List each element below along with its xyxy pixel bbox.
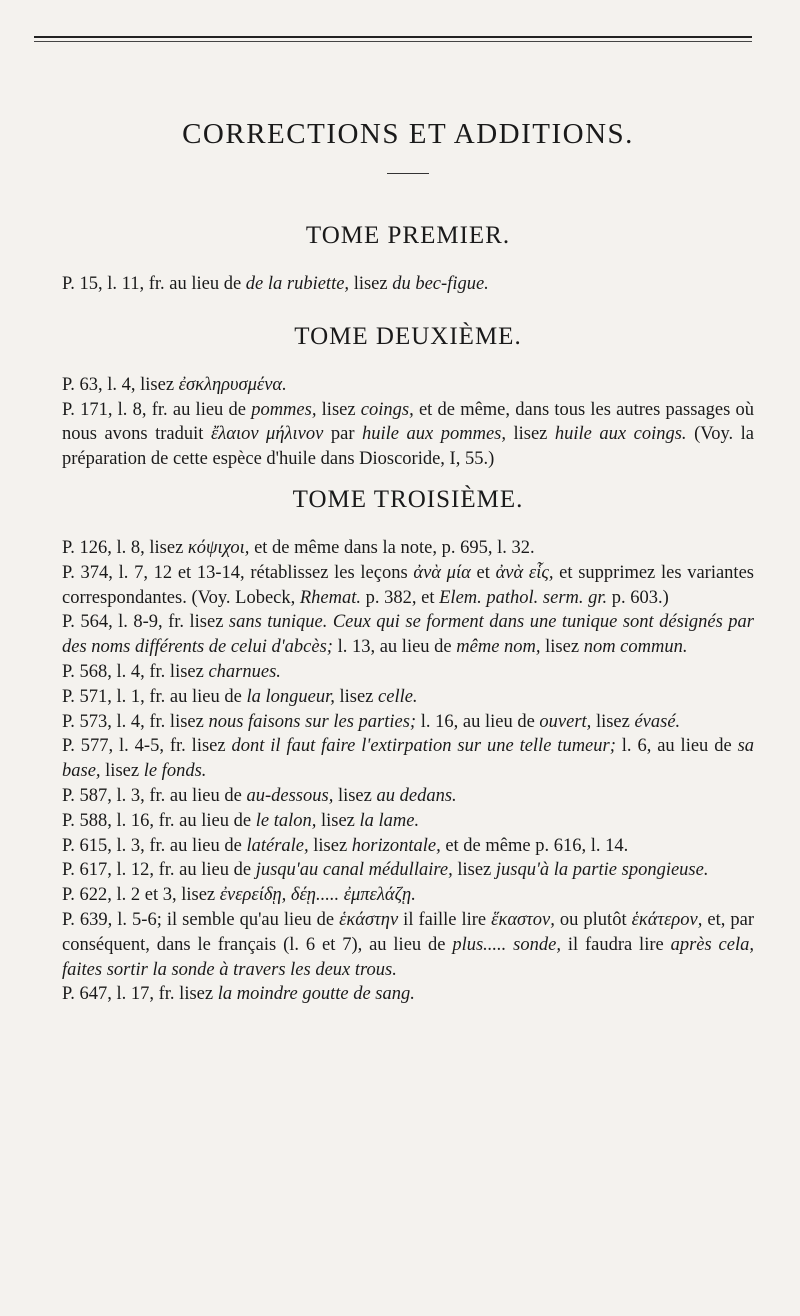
entry-text: p. 382, et [361, 587, 440, 608]
entry-text: ou plutôt [554, 909, 632, 930]
entry-text: lisez [316, 810, 360, 831]
entry-text: lisez [308, 835, 352, 856]
entry-italic-text: du bec-figue. [392, 274, 489, 294]
page-title: CORRECTIONS ET ADDITIONS. [182, 118, 634, 150]
entry-text: P. 374, l. 7, 12 et 13-14, rétablissez les leçons [62, 562, 414, 583]
entry-italic-text: même nom, [456, 637, 541, 658]
entry-italic-text: ouvert, [539, 711, 592, 732]
entry-italic-text: Elem. pathol. serm. gr. [439, 587, 608, 608]
entry-text: P. 617, l. 12, fr. au lieu de [62, 860, 256, 881]
entry-italic-text: ἐσκληρυσμένα. [178, 374, 287, 395]
correction-entry [62, 834, 754, 859]
entry-italic-text: dont il faut faire l'extirpation sur une telle tumeur; [231, 736, 616, 757]
entry-text: lisez [591, 711, 635, 732]
entry-italic-text: la moindre goutte de sang. [217, 984, 415, 1005]
entry-italic-text: pommes, [251, 399, 317, 420]
entry-text: lisez [334, 686, 379, 707]
correction-entry [62, 883, 754, 908]
entry-italic-text: ἑκάστην [339, 909, 399, 930]
entry-text: P. 573, l. 4, fr. lisez [62, 711, 209, 732]
entry-text: P. 568, l. 4, fr. lisez [62, 661, 209, 682]
entry-text: il faudra lire [560, 934, 671, 955]
entry-text: et de même p. 616, l. 14. [440, 835, 629, 856]
entry-text: par [323, 424, 362, 445]
entry-text: P. 564, l. 8-9, fr. lisez [62, 612, 229, 633]
entry-italic-text: jusqu'à la partie spongieuse. [495, 860, 709, 881]
entry-text: lisez [333, 785, 377, 806]
entry-italic-text: ἀνὰ μία [413, 562, 471, 583]
section-heading: TOME PREMIER. [305, 222, 511, 249]
correction-entry [62, 660, 754, 685]
entry-text: P. 126, l. 8, lisez [62, 537, 188, 558]
sections-container [62, 222, 754, 1007]
entry-text: P. 622, l. 2 et 3, lisez [62, 885, 220, 906]
entry-text: p. 603.) [607, 587, 669, 608]
entry-text: lisez [100, 761, 144, 782]
entry-text: P. 615, l. 3, fr. au lieu de [62, 835, 247, 856]
entry-text: lisez [505, 424, 555, 445]
entry-text: P. 571, l. 1, fr. au lieu de [62, 686, 247, 707]
entry-italic-text: au-dessous, [246, 785, 334, 806]
entry-text: (Voy. la préparation de cette espèce d'huile dans Dioscoride, I, 55.) [62, 424, 754, 470]
correction-entry [62, 373, 754, 398]
correction-entry [62, 982, 754, 1007]
entry-italic-text: coings, [360, 399, 414, 420]
entry-text: P. 588, l. 16, fr. au lieu de [62, 810, 256, 831]
entry-italic-text: après cela, faites sortir la sonde à travers les deux trous. [62, 934, 754, 980]
title-divider [387, 173, 429, 174]
entry-text: P. 647, l. 17, fr. lisez [62, 984, 218, 1005]
entry-italic-text: nom commun. [583, 637, 688, 658]
section-heading: TOME DEUXIÈME. [294, 322, 522, 350]
entry-italic-text: ἀνὰ εἷς, [495, 562, 554, 583]
entry-text: il faille lire [398, 909, 492, 930]
correction-entry [62, 858, 754, 883]
entry-text: et [470, 562, 496, 583]
correction-entry [62, 685, 754, 710]
entry-text: et, par conséquent, dans le français (l. 6 et 7), au lieu de [62, 909, 755, 955]
entry-text: et supprimez les variantes correspondantes. (Voy. Lobeck, [62, 562, 754, 608]
entry-italic-text: sa base, [62, 736, 755, 782]
entry-text: lisez [540, 637, 584, 658]
entry-text: P. 15, l. 11, fr. au lieu de [62, 274, 246, 294]
entry-italic-text: Rhemat. [299, 587, 362, 608]
entry-text: P. 587, l. 3, fr. au lieu de [62, 785, 247, 806]
entry-text: et de même dans la note, p. 695, l. 32. [249, 537, 535, 558]
entry-italic-text: ἕκαστον, [491, 909, 555, 930]
correction-entry [62, 398, 754, 472]
correction-entry [62, 908, 754, 982]
entry-italic-text: ἔλαιον μήλινον [210, 424, 324, 445]
entry-italic-text: huile aux coings. [554, 424, 687, 445]
entry-italic-text: ἐνερείδῃ, δέῃ..... ἐμπελάζῃ. [219, 885, 416, 906]
entry-italic-text: celle. [378, 686, 418, 707]
entry-italic-text: le fonds. [143, 761, 207, 782]
entry-text: lisez [452, 860, 496, 881]
entry-text: P. 171, l. 8, fr. au lieu de [62, 399, 252, 420]
entry-italic-text: de la rubiette, [245, 274, 350, 294]
correction-entry [62, 610, 754, 660]
correction-entry [62, 734, 754, 784]
entry-text: l. 6, au lieu de [615, 736, 738, 757]
entry-text: l. 13, au lieu de [332, 637, 457, 658]
entry-italic-text: jusqu'au canal médullaire, [255, 860, 453, 881]
entry-italic-text: au dedans. [376, 785, 457, 806]
section-3 [62, 486, 754, 1007]
entry-text: P. 577, l. 4-5, fr. lisez [62, 736, 232, 757]
entry-italic-text: ἑκάτερον, [631, 909, 703, 930]
correction-entry [62, 272, 754, 297]
entry-italic-text: évasé. [634, 711, 681, 732]
section-heading: TOME TROISIÈME. [292, 485, 524, 513]
entry-italic-text: la longueur, [246, 686, 335, 707]
correction-entry [62, 809, 754, 834]
entry-italic-text: latérale, [246, 835, 309, 856]
entry-italic-text: κόψιχοι, [187, 537, 250, 558]
entry-text: l. 16, au lieu de [416, 711, 540, 732]
entry-italic-text: sans tunique. Ceux qui se forment dans une tunique sont désignés par des noms différents de celui d'abcès; [62, 612, 754, 658]
page-body [62, 118, 754, 1033]
section-1 [62, 222, 754, 297]
correction-entry [62, 710, 754, 735]
top-double-rule [34, 36, 752, 42]
entry-italic-text: la lame. [359, 810, 420, 831]
entry-text: et de même, dans tous les autres passages où nous avons traduit [62, 399, 755, 445]
correction-entry [62, 561, 754, 611]
entry-text: lisez [349, 274, 393, 294]
entry-italic-text: huile aux pommes, [362, 424, 506, 445]
entry-text: P. 63, l. 4, lisez [62, 374, 179, 395]
entry-italic-text: le talon, [255, 810, 317, 831]
entry-italic-text: nous faisons sur les parties; [208, 711, 417, 732]
section-2 [62, 323, 754, 472]
entry-italic-text: charnues. [208, 661, 281, 682]
entry-italic-text: horizontale, [351, 835, 441, 856]
entry-text: lisez [316, 399, 361, 420]
correction-entry [62, 784, 754, 809]
correction-entry [62, 536, 754, 561]
entry-italic-text: plus..... sonde, [452, 934, 561, 955]
entry-text: P. 639, l. 5-6; il semble qu'au lieu de [62, 909, 340, 930]
